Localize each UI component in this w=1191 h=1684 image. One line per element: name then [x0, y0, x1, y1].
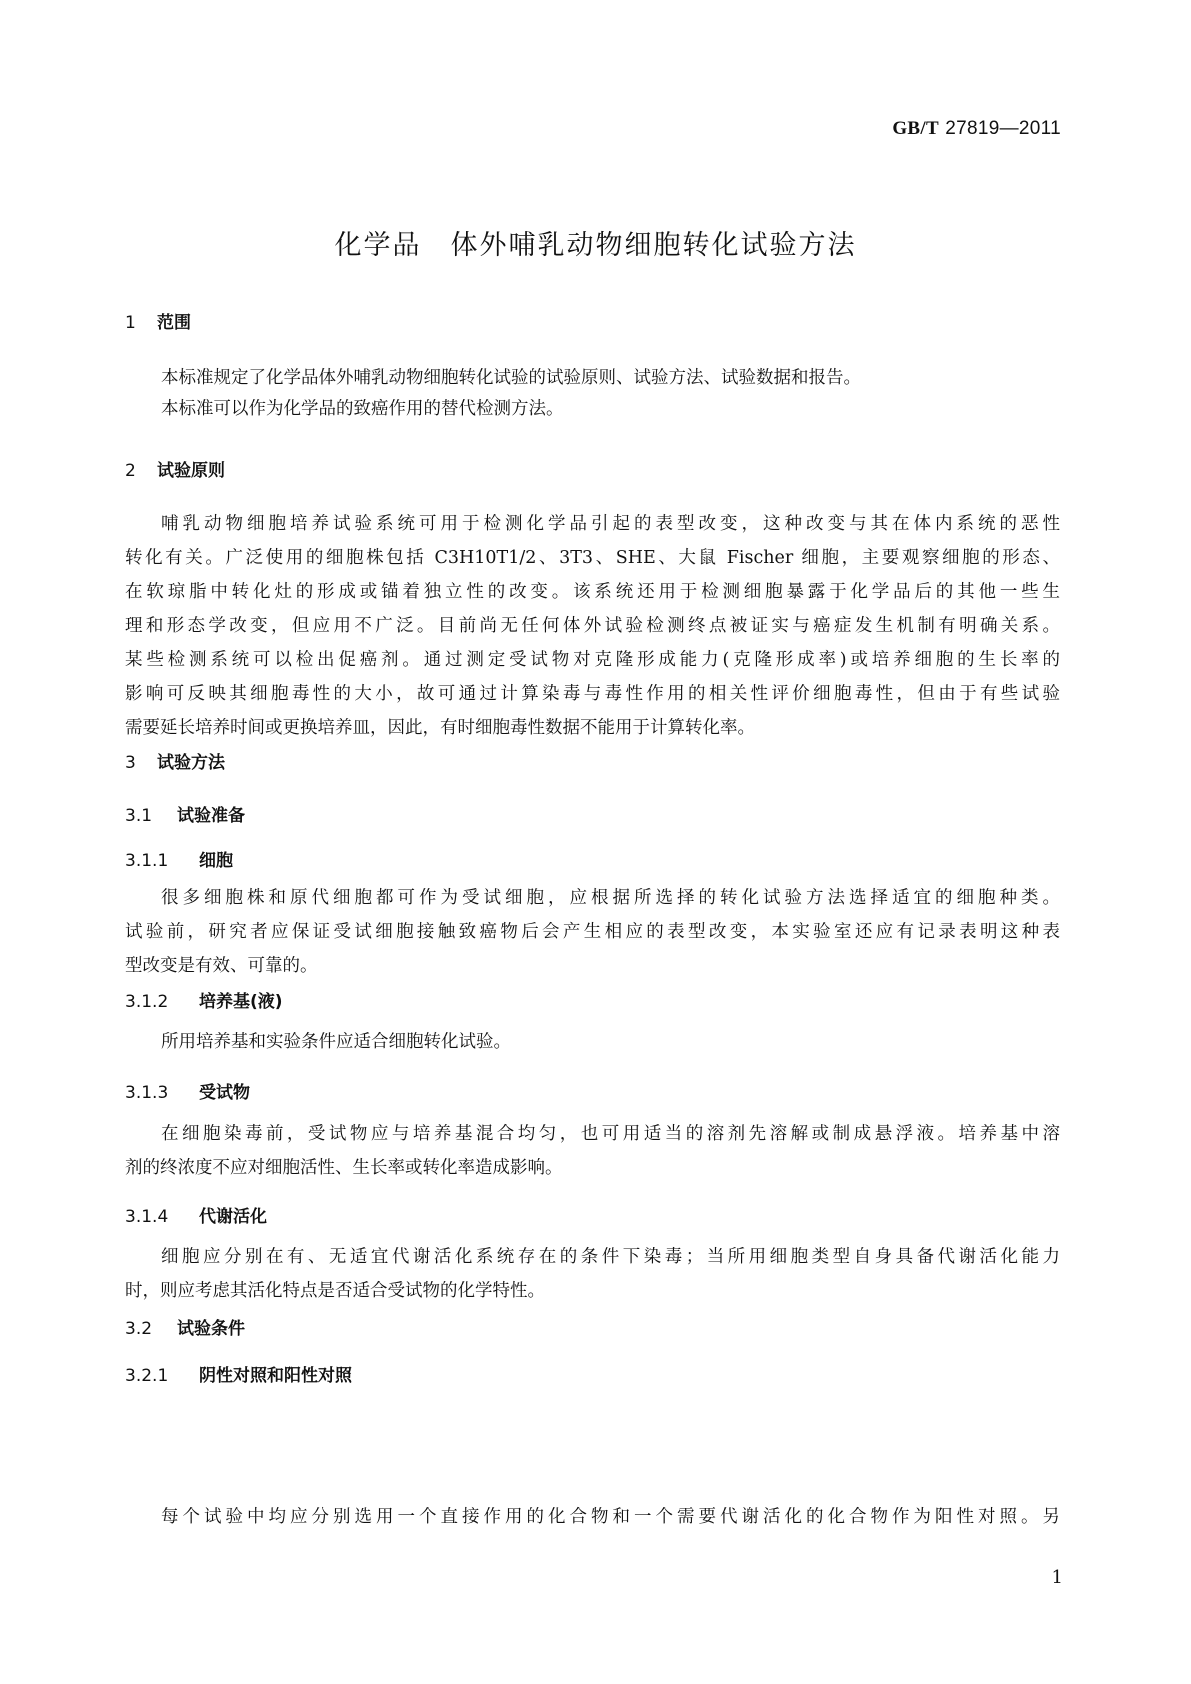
section-1-paragraph-1: 本标准规定了化学品体外哺乳动物细胞转化试验的试验原则、试验方法、试验数据和报告。	[161, 368, 861, 388]
section-heading-3-2: 3.2 试验条件	[125, 1319, 245, 1339]
section-3-2-1-paragraph: 每个试验中均应分别选用一个直接作用的化合物和一个需要代谢活化的化合物作为阳性对照。另	[161, 1507, 1060, 1527]
document-title: 化学品 体外哺乳动物细胞转化试验方法	[334, 230, 857, 261]
section-heading-1: 1 范围	[125, 313, 191, 333]
section-heading-3-1-2: 3.1.2 培养基(液)	[125, 992, 283, 1012]
section-2-paragraph: 哺乳动物细胞培养试验系统可用于检测化学品引起的表型改变，这种改变与其在体内系统的恶性 转化有关。广泛使用的细胞株包括 C3H10T1/2、3T3、SHE、大鼠 Fischer 细胞，主要观察细胞的形态、 在软琼脂中转化灶的形成或锚着独立性的改变。该系统还用于检测细胞暴露于化学品后的其他一些生 理和形态学改变，但应用不广泛。目前尚无任何体外试验检测终点被证实与癌症发生机制有明确关系。 某些检测系统可以检出促癌剂。通过测定受试物对克隆形成能力(克隆形成率)或培养细胞的生长率的 影响可反映其细胞毒性的大小，故可通过计算染毒与毒性作用的相关性评价细胞毒性，但由于有些试验 需要延长培养时间或更换培养皿，因此，有时细胞毒性数据不能用于计算转化率。	[125, 514, 1060, 738]
section-heading-3-1-4: 3.1.4 代谢活化	[125, 1207, 267, 1227]
section-heading-2: 2 试验原则	[125, 461, 225, 481]
section-3-1-4-paragraph: 细胞应分别在有、无适宜代谢活化系统存在的条件下染毒；当所用细胞类型自身具备代谢活化能力 时，则应考虑其活化特点是否适合受试物的化学特性。	[125, 1247, 1060, 1301]
standard-code	[892, 117, 1061, 140]
section-heading-3-1-1: 3.1.1 细胞	[125, 851, 233, 871]
section-3-1-1-paragraph: 很多细胞株和原代细胞都可作为受试细胞，应根据所选择的转化试验方法选择适宜的细胞种类。 试验前，研究者应保证受试细胞接触致癌物后会产生相应的表型改变，本实验室还应有记录表明这种表 型改变是有效、可靠的。	[125, 888, 1060, 976]
page-number: 1	[1051, 1567, 1063, 1588]
section-1-paragraph-2: 本标准可以作为化学品的致癌作用的替代检测方法。	[161, 399, 564, 419]
standard-prefix: GB/T	[892, 118, 939, 139]
section-heading-3-2-1: 3.2.1 阴性对照和阳性对照	[125, 1366, 352, 1386]
section-3-1-2-paragraph: 所用培养基和实验条件应适合细胞转化试验。	[161, 1032, 511, 1052]
section-heading-3-1-3: 3.1.3 受试物	[125, 1083, 250, 1103]
section-heading-3-1: 3.1 试验准备	[125, 806, 245, 826]
section-3-1-3-paragraph: 在细胞染毒前，受试物应与培养基混合均匀，也可用适当的溶剂先溶解或制成悬浮液。培养基中溶 剂的终浓度不应对细胞活性、生长率或转化率造成影响。	[125, 1124, 1060, 1178]
section-heading-3: 3 试验方法	[125, 753, 225, 773]
standard-number: 27819—2011	[945, 118, 1061, 139]
